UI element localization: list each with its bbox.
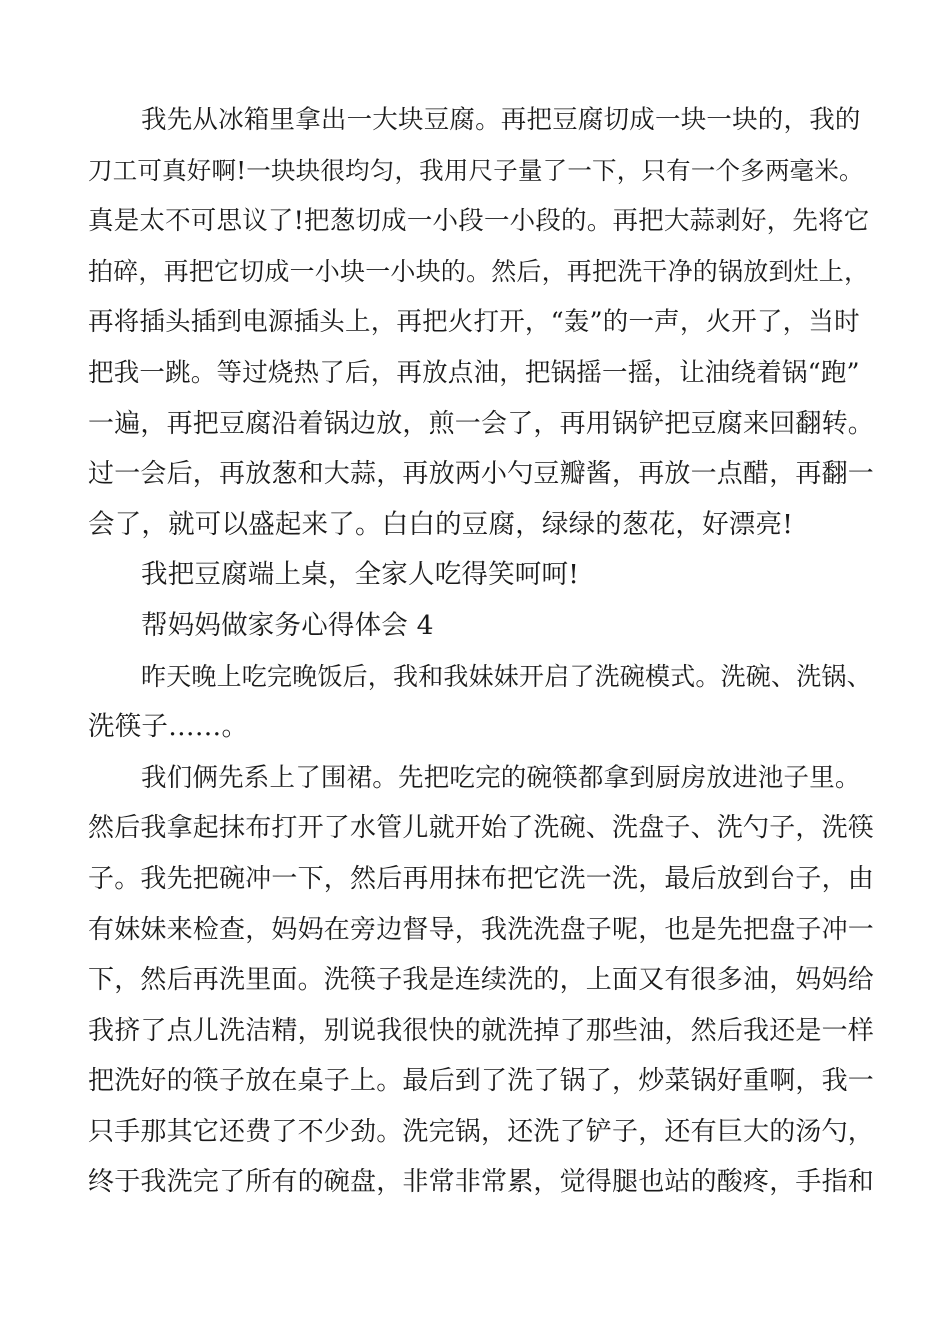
text-line: 刀工可真好啊!一块块很均匀，我用尺子量了一下，只有一个多两毫米。 <box>88 155 864 185</box>
text-line: 子。我先把碗冲一下，然后再用抹布把它洗一洗，最后放到台子，由 <box>88 863 875 894</box>
paragraph-dishwashing-detail <box>88 753 875 1208</box>
text-line: 然后我拿起抹布打开了水管儿就开始了洗碗、洗盘子、洗勺子，洗筷 <box>88 813 875 844</box>
text-line: 有妹妹来检查，妈妈在旁边督导，我洗洗盘子呢，也是先把盘子冲一 <box>88 914 875 945</box>
text-line: 一遍，再把豆腐沿着锅边放，煎一会了，再用锅铲把豆腐来回翻转。 <box>88 408 875 439</box>
section-title: 帮妈妈做家务心得体会 4 <box>141 609 434 641</box>
text-line: 把我一跳。等过烧热了后，再放点油，把锅摇一摇，让油绕着锅“跑” <box>88 357 860 388</box>
paragraph-serving <box>88 550 864 601</box>
text-line: 洗筷子……。 <box>88 711 249 743</box>
text-line: 只手那其它还费了不少劲。洗完锅，还洗了铲子，还有巨大的汤勺， <box>88 1116 875 1147</box>
text-line: 我先从冰箱里拿出一大块豆腐。再把豆腐切成一块一块的，我的 <box>141 105 861 135</box>
text-line: 昨天晚上吃完晚饭后，我和我妹妹开启了洗碗模式。洗碗、洗锅、 <box>141 661 872 691</box>
text-line: 真是太不可思议了!把葱切成一小段一小段的。再把大蒜剥好，先将它 <box>88 206 870 237</box>
text-line: 再将插头插到电源插头上，再把火打开，“轰”的一声，火开了，当时 <box>88 307 860 338</box>
text-line: 过一会后，再放葱和大蒜，再放两小勺豆瓣酱，再放一点醋，再翻一 <box>88 459 875 490</box>
text-line: 下，然后再洗里面。洗筷子我是连续洗的，上面又有很多油，妈妈给 <box>88 965 875 996</box>
document-body <box>88 95 875 1208</box>
paragraph-tofu-cooking <box>88 95 875 550</box>
text-line: 会了，就可以盛起来了。白白的豆腐，绿绿的葱花，好漂亮! <box>88 508 794 540</box>
text-line: 我挤了点儿洗洁精，别说我很快的就洗掉了那些油，然后我还是一样 <box>88 1015 875 1046</box>
section-heading <box>88 601 864 652</box>
text-line: 我们俩先系上了围裙。先把吃完的碗筷都拿到厨房放进池子里。 <box>141 762 861 793</box>
text-line: 拍碎，再把它切成一小块一小块的。然后，再把洗干净的锅放到灶上， <box>88 256 870 286</box>
paragraph-dishwashing-intro <box>88 652 872 753</box>
text-line: 把洗好的筷子放在桌子上。最后到了洗了锅了，炒菜锅好重啊，我一 <box>88 1066 875 1097</box>
text-line: 终于我洗完了所有的碗盘，非常非常累，觉得腿也站的酸疼，手指和 <box>88 1167 875 1198</box>
text-line: 我把豆腐端上桌，全家人吃得笑呵呵! <box>141 559 580 591</box>
